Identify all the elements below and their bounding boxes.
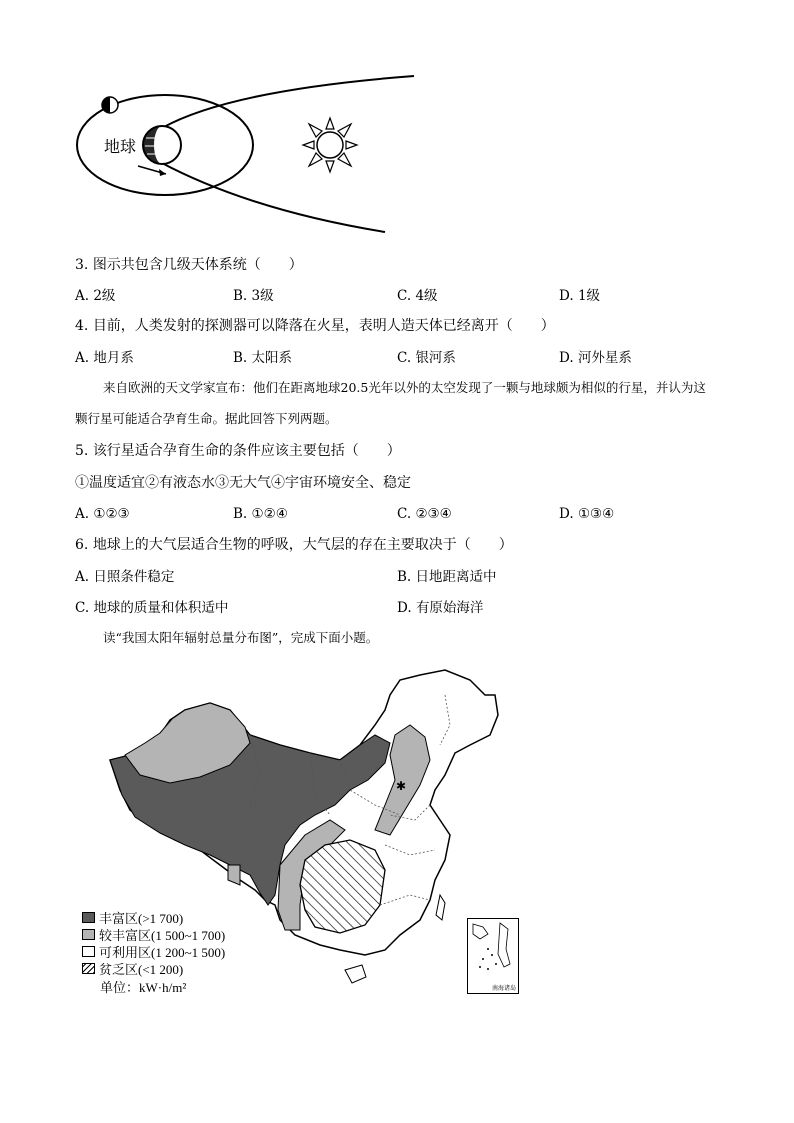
option-5b: B. ①②④	[233, 506, 288, 522]
question-4: 4. 目前，人类发射的探测器可以降落在火星，表明人造天体已经离开（ ）	[75, 318, 555, 334]
option-6a: A. 日照条件稳定	[75, 569, 175, 585]
inset-map	[468, 919, 518, 979]
option-3d: D. 1级	[559, 288, 601, 304]
passage-map-instruction: 读“我国太阳年辐射总量分布图”，完成下面小题。	[103, 630, 379, 645]
option-5a: A. ①②③	[75, 506, 130, 522]
passage-intro: 来自欧洲的天文学家宣布：他们在距离地球20.5光年以外的太空发现了一颗与地球颇为相似的行星，并认为这颗行星可能适合孕育生命。据此回答下列两题。	[75, 380, 706, 426]
question-5-statements: ①温度适宜②有液态水③无大气④宇宙环境安全、稳定	[75, 475, 411, 491]
taiwan-island	[436, 895, 445, 920]
option-4c: C. 银河系	[397, 350, 456, 366]
question-5: 5. 该行星适合孕育生命的条件应该主要包括（ ）	[75, 443, 401, 459]
earth-label: 地球	[104, 134, 136, 157]
arrow-icon	[159, 169, 166, 176]
hainan-island	[345, 965, 366, 983]
option-3a: A. 2级	[75, 288, 116, 304]
option-4a: A. 地月系	[75, 350, 134, 366]
legend-swatch-rich	[82, 912, 95, 923]
legend-unit: 单位：kW·h/m²	[100, 980, 187, 995]
orbit-boundary-bottom	[160, 162, 385, 232]
legend-item-rich: 丰富区(>1 700)	[82, 910, 183, 924]
legend-item-available: 可利用区(1 200~1 500)	[82, 944, 225, 958]
option-5d: D. ①③④	[559, 506, 615, 522]
legend-item-poor: 贫乏区(<1 200)	[82, 961, 183, 975]
option-6b: B. 日地距离适中	[397, 569, 497, 585]
option-6c: C. 地球的质量和体积适中	[75, 600, 229, 616]
question-6: 6. 地球上的大气层适合生物的呼吸，大气层的存在主要取决于（ ）	[75, 537, 513, 553]
legend-swatch-relatively-rich	[82, 929, 95, 940]
legend-item-relatively-rich: 较丰富区(1 500~1 700)	[82, 927, 225, 941]
legend-swatch-available	[82, 946, 95, 957]
option-3c: C. 4级	[397, 288, 438, 304]
south-china-sea-inset	[467, 918, 519, 994]
option-6d: D. 有原始海洋	[397, 600, 484, 616]
inset-label: 南海诸岛	[491, 985, 516, 992]
option-4d: D. 河外星系	[559, 350, 632, 366]
orbit-boundary-top	[162, 76, 414, 128]
option-4b: B. 太阳系	[233, 350, 293, 366]
sun-icon	[303, 118, 357, 172]
svg-text:✱: ✱	[396, 779, 407, 793]
option-5c: C. ②③④	[397, 506, 452, 522]
question-3: 3. 图示共包含几级天体系统（ ）	[75, 257, 303, 273]
option-3b: B. 3级	[233, 288, 274, 304]
legend-swatch-poor	[82, 963, 95, 974]
